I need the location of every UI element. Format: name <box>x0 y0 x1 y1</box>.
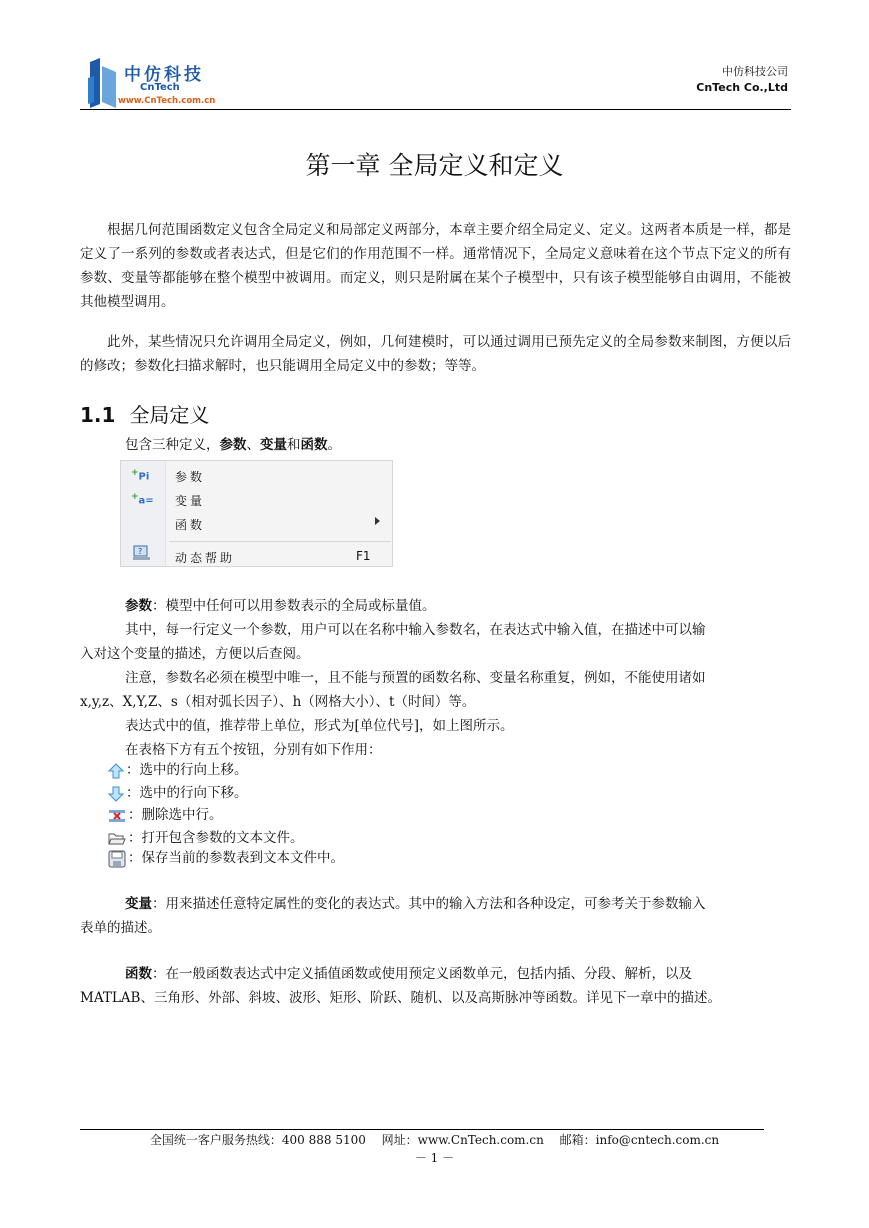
menu-shortcut-f1: F1 <box>356 549 371 563</box>
contains-params: 参数 <box>219 437 247 453</box>
intro-paragraph-1 <box>80 218 791 314</box>
page-number: － 1 － <box>414 1151 455 1165</box>
button-desc-save <box>108 846 819 870</box>
params-p1b: 入对这个变量的描述，方便以后查阅。 <box>80 646 310 662</box>
section-heading <box>80 399 209 428</box>
params-p2a: 注意，参数名必须在模型中唯一，且不能与预置的函数名称、变量名称重复，例如，不能使用诸如 <box>125 670 706 686</box>
parameter-icon: +Pi <box>131 468 150 483</box>
functions-term: 函数 <box>125 966 152 982</box>
submenu-arrow-icon <box>375 517 380 525</box>
dynamic-help-icon <box>133 545 151 561</box>
contains-pre: 包含三种定义， <box>125 437 220 453</box>
functions-line-2: MATLAB、三角形、外部、斜坡、波形、矩形、阶跃、随机、以及高斯脉冲等函数。详见下一章中的描述。 <box>80 990 721 1006</box>
company-logo-icon <box>86 58 120 108</box>
company-name-en: CnTech Co.,Ltd <box>696 81 788 94</box>
params-def: ：模型中任何可以用参数表示的全局或标量值。 <box>152 598 436 614</box>
intro-paragraph-2 <box>80 330 791 378</box>
contains-sep1: 、 <box>246 437 260 453</box>
intro-text-2: 此外，某些情况只允许调用全局定义，例如，几何建模时，可以通过调用已预先定义的全局参数来制图，方便以后的修改；参数化扫描求解时，也只能调用全局定义中的参数；等等。 <box>80 334 791 374</box>
contains-line <box>80 433 836 457</box>
button-desc-text: ：选中的行向下移。 <box>126 785 248 801</box>
intro-text-1: 根据几何范围函数定义包含全局定义和局部定义两部分，本章主要介绍全局定义、定义。这两者本质是一样，都是定义了一系列的参数或者表达式，但是它们的作用范围不一样。通常情况下，全局定义意味着在这个节点下定义的所有参数、变量等都能够在整个模型中被调用。而定义，则只是附属在某个子模型中，只有该子模型能够自由调用，不能被其他模型调用。 <box>80 222 791 310</box>
header-divider <box>80 109 791 110</box>
logo-text-cn: 中仿科技 <box>124 65 204 85</box>
logo-text-en: CnTech <box>140 82 180 93</box>
open-folder-icon <box>108 831 126 847</box>
contains-sep2: 和 <box>287 437 301 453</box>
params-p3: 表达式中的值，推荐带上单位，形式为[单位代号]，如上图所示。 <box>125 718 514 734</box>
contains-funcs: 函数 <box>300 437 328 453</box>
arrow-down-icon <box>108 786 124 802</box>
params-term: 参数 <box>125 598 152 614</box>
button-desc-move-down <box>108 781 819 805</box>
params-def-line <box>80 594 836 618</box>
variables-line-1 <box>80 892 836 916</box>
parameter-icon-text: Pi <box>138 471 150 483</box>
variables-term: 变量 <box>125 896 152 912</box>
arrow-up-icon <box>108 763 124 779</box>
button-desc-text: ：选中的行向上移。 <box>126 762 248 778</box>
params-p1a: 其中，每一行定义一个参数，用户可以在名称中输入参数名，在表达式中输入值，在描述中可以输 <box>125 622 706 638</box>
functions-def: ：在一般函数表达式中定义插值函数或使用预定义函数单元，包括内插、分段、解析，以及 <box>152 966 692 982</box>
section-title: 全局定义 <box>129 403 210 427</box>
chapter-title: 第一章 全局定义和定义 <box>305 151 564 180</box>
footer-divider <box>80 1129 764 1130</box>
section-number: 1.1 <box>80 403 116 427</box>
button-desc-text: ：删除选中行。 <box>128 807 223 823</box>
footer-contact: 全国统一客户服务热线：400 888 5100 网址：www.CnTech.com.cn 邮箱：info@cntech.com.cn <box>149 1133 720 1147</box>
menu-item-dynamic-help[interactable]: 动态帮助 <box>175 551 236 565</box>
delete-row-icon <box>108 808 126 824</box>
menu-item-parameters[interactable]: 参数 <box>175 470 206 484</box>
context-menu <box>120 460 393 567</box>
logo-url: www.CnTech.com.cn <box>118 96 216 106</box>
button-desc-move-up <box>108 758 819 782</box>
save-icon <box>108 850 126 868</box>
company-name-cn: 中仿科技公司 <box>722 65 788 78</box>
variable-icon-text: a= <box>138 495 154 507</box>
variables-def: ：用来描述任意特定属性的变化的表达式。其中的输入方法和各种设定，可参考关于参数输入 <box>152 896 706 912</box>
contains-post: 。 <box>327 437 341 453</box>
functions-line-1 <box>80 962 836 986</box>
button-desc-text: ：保存当前的参数表到文本文件中。 <box>128 850 344 866</box>
params-p2b: x,y,z、X,Y,Z、s（相对弧长因子）、h（网格大小）、t（时间）等。 <box>80 694 476 710</box>
svg-text:?: ? <box>138 547 143 556</box>
variable-icon: +a= <box>131 492 154 507</box>
params-p4: 在表格下方有五个按钮，分别有如下作用： <box>125 742 382 758</box>
menu-item-functions[interactable]: 函数 <box>175 518 206 532</box>
button-desc-text: ：打开包含参数的文本文件。 <box>128 830 304 846</box>
menu-separator <box>169 541 391 542</box>
button-desc-delete <box>108 803 819 827</box>
menu-item-variables[interactable]: 变量 <box>175 494 206 508</box>
contains-vars: 变量 <box>260 437 287 453</box>
variables-line-2: 表单的描述。 <box>80 920 161 936</box>
